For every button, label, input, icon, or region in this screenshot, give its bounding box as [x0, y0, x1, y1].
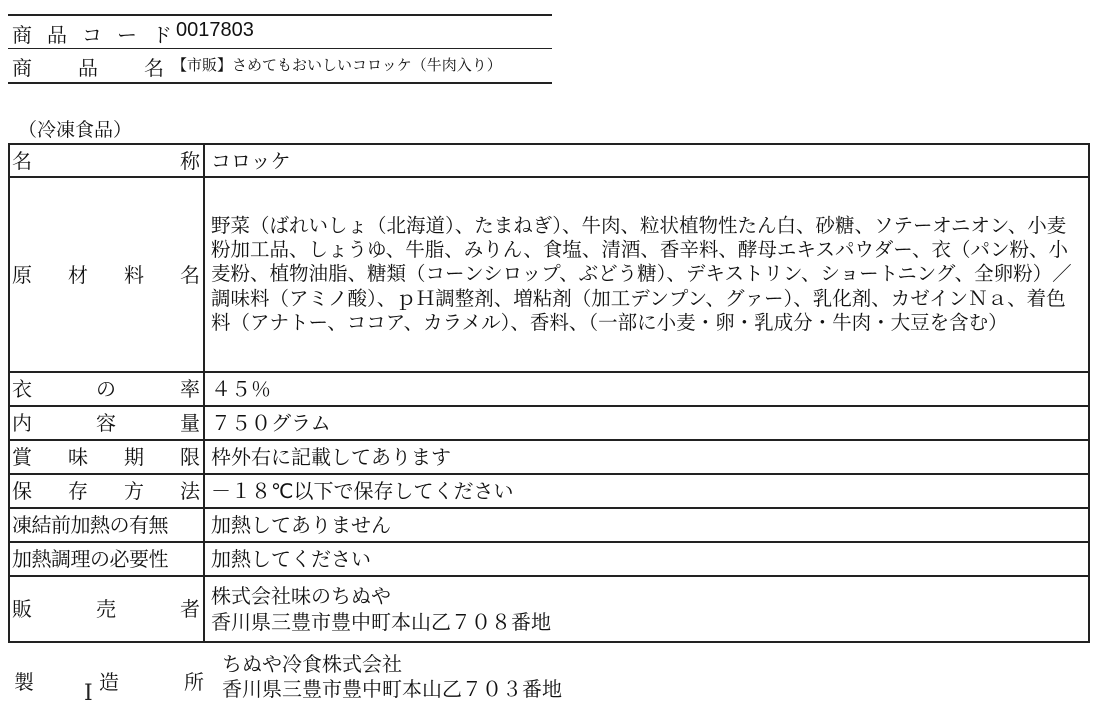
text-cursor-icon: I [84, 681, 93, 706]
table-row [9, 177, 1089, 372]
product-name-value: 【市販】さめてもおいしいコロッケ（牛肉入り） [172, 56, 502, 74]
label-char: 味 [68, 445, 88, 469]
label-char: 造 [99, 670, 119, 694]
row-value-ingredients [204, 177, 1089, 372]
label-char: 売 [96, 597, 116, 621]
label-char: の [96, 377, 116, 401]
table-row [9, 144, 1089, 177]
label-char: 期 [124, 445, 144, 469]
preheat-label-text: 凍結前加熱の有無 [12, 513, 168, 537]
table-row [9, 406, 1089, 440]
row-value-storage: －１８℃以下で保存してください [204, 474, 1089, 508]
seller-name: 株式会社味のちぬや [211, 584, 391, 608]
label-char: ド [152, 23, 172, 47]
frozen-food-note: （冷凍食品） [18, 119, 133, 141]
row-value-contents: ７５０グラム [204, 406, 1089, 440]
label-char: 材 [68, 262, 88, 287]
label-char: 量 [180, 411, 200, 435]
label-char: 内 [12, 411, 32, 435]
label-char: 賞 [12, 445, 32, 469]
label-char: 商 [12, 23, 32, 47]
label-char: 製 [14, 670, 34, 694]
label-char: 原 [12, 262, 32, 287]
row-label-ingredients [9, 177, 204, 372]
row-value-name: コロッケ [204, 144, 1089, 177]
row-label-storage [9, 474, 204, 508]
row-value-preheat: 加熱してありません [204, 508, 1089, 542]
row-value-cooking: 加熱してください [204, 542, 1089, 576]
table-row [9, 508, 1089, 542]
label-char: 方 [124, 479, 144, 503]
row-label-cooking [9, 542, 204, 576]
seller-address: 香川県三豊市豊中町本山乙７０８番地 [211, 610, 551, 634]
label-char: 限 [180, 445, 200, 469]
row-label-name [9, 144, 204, 177]
row-label-best-before [9, 440, 204, 474]
product-code-label [12, 19, 172, 48]
table-row [9, 372, 1089, 406]
label-char: 商 [12, 56, 32, 80]
row-value-coating: ４５％ [204, 372, 1089, 406]
row-value-best-before: 枠外右に記載してあります [204, 440, 1089, 474]
table-row [9, 576, 1089, 642]
label-char: 法 [180, 479, 200, 503]
product-name-row [8, 48, 552, 84]
table-row [9, 474, 1089, 508]
label-char: 者 [180, 597, 200, 621]
label-char: 名 [12, 148, 32, 173]
row-value-seller [204, 576, 1089, 642]
product-info-table [8, 143, 1090, 643]
manufacturer-address: 香川県三豊市豊中町本山乙７０３番地 [222, 677, 562, 701]
table-row [9, 440, 1089, 474]
label-char: ー [117, 23, 137, 47]
product-name-label [12, 52, 164, 81]
label-char: 料 [124, 262, 144, 287]
row-label-coating [9, 372, 204, 406]
label-char: 率 [180, 377, 200, 401]
ingredients-text: 野菜（ばれいしょ（北海道）、たまねぎ）、牛肉、粒状植物性たん白、砂糖、ソテーオニオン、小麦粉加工品、しょうゆ、牛脂、みりん、食塩、清酒、香辛料、酵母エキスパウダー、衣（パン粉、小麦粉、植物油脂、糖類（コーンシロップ、ぶどう糖）、デキストリン、ショートニング、全卵粉）／調味料（アミノ酸）、ｐＨ調整剤、増粘剤（加工デンプン、グァー）、乳化剤、カゼインＮａ、着色料（アナトー、ココア、カラメル）、香料、（一部に小麦・卵・乳成分・牛肉・大豆を含む） [211, 214, 1072, 334]
manufacturer-value [222, 648, 562, 706]
row-label-contents [9, 406, 204, 440]
label-char: 容 [96, 411, 116, 435]
label-char: 所 [184, 670, 204, 694]
row-label-preheat [9, 508, 204, 542]
label-char: 品 [47, 23, 67, 47]
manufacturer-label [12, 666, 207, 695]
label-char: 存 [68, 479, 88, 503]
product-code-value: 0017803 [176, 19, 254, 41]
label-char: 名 [180, 262, 200, 287]
cooking-label-text: 加熱調理の必要性 [12, 547, 168, 571]
label-char: 保 [12, 479, 32, 503]
manufacturer-block [8, 648, 1090, 708]
label-char: 衣 [12, 377, 32, 401]
table-row [9, 542, 1089, 576]
label-char: 販 [12, 597, 32, 621]
label-char: 称 [180, 148, 200, 173]
product-code-row [8, 14, 552, 49]
label-char: 品 [78, 56, 98, 80]
row-label-seller [9, 576, 204, 642]
manufacturer-name: ちぬや冷食株式会社 [222, 652, 402, 676]
label-char: コ [82, 23, 102, 47]
label-char: 名 [144, 56, 164, 80]
